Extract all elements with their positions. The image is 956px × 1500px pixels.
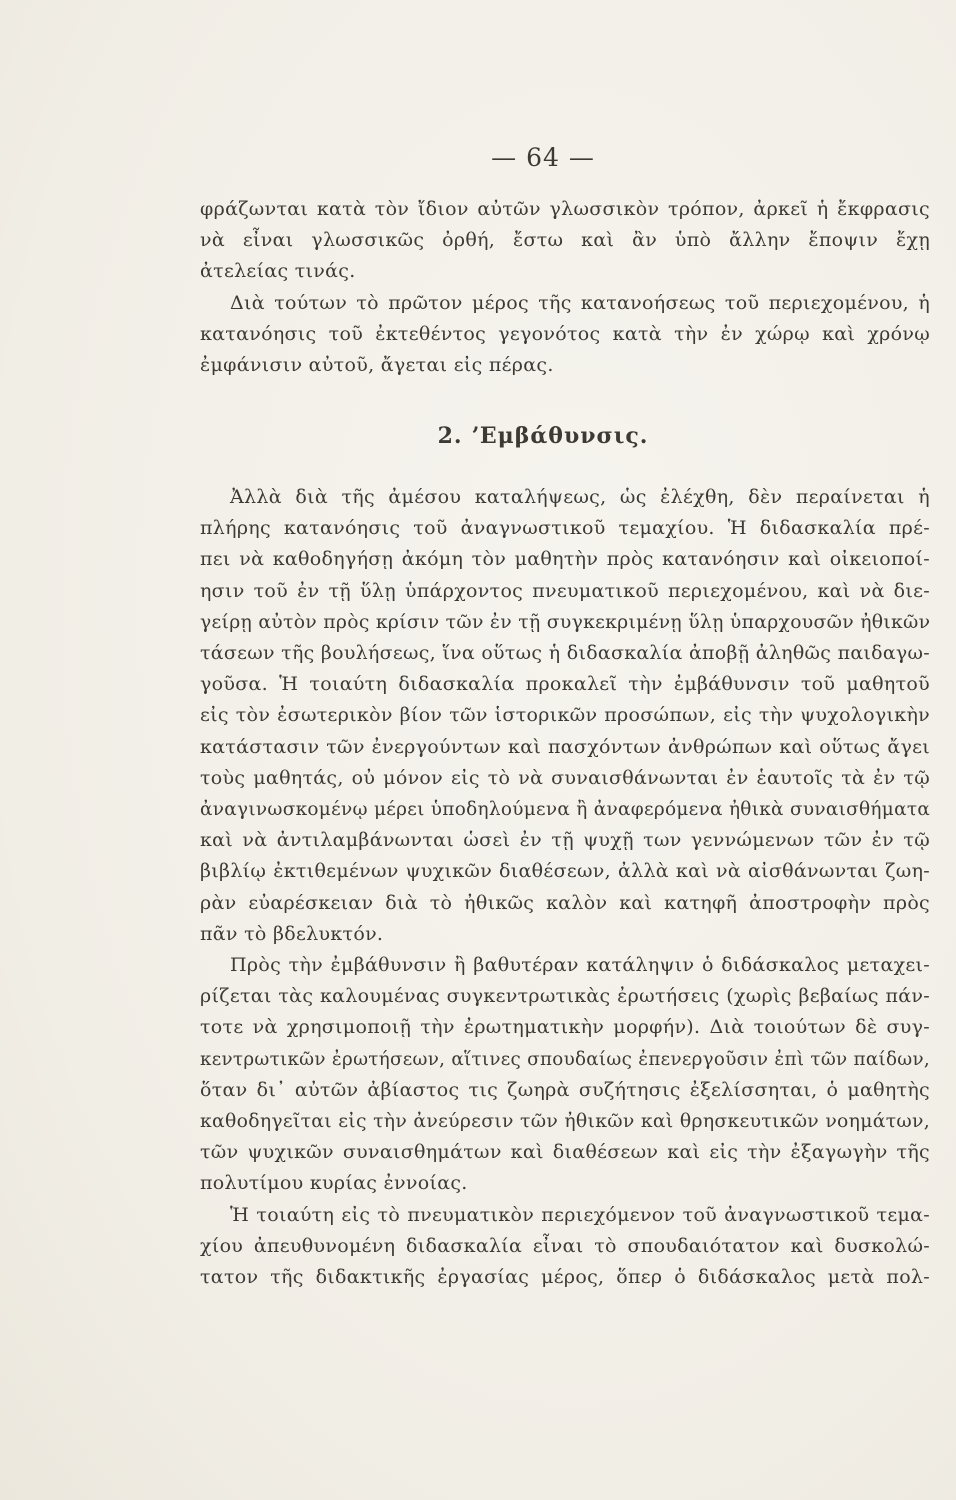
text-line: ἀτελείας τινάς. — [200, 260, 356, 283]
text-line: τατον τῆς διδακτικῆς ἐργασίας μέρος, ὅπερ ὁ διδάσκαλος μετὰ πολ- — [200, 1266, 930, 1289]
text-line: καὶ νὰ ἀντιλαμβάνωνται ὡσεὶ ἐν τῇ ψυχῇ των γεννώμενων τῶν ἐν τῷ — [200, 829, 930, 852]
text-line: Διὰ τούτων τὸ πρῶτον μέρος τῆς κατανοήσεως τοῦ περιεχομένου, ἡ — [230, 291, 930, 314]
text-line: κατανόησις τοῦ ἐκτεθέντος γεγονότος κατὰ τὴν ἐν χώρῳ καὶ χρόνῳ — [200, 322, 930, 345]
text-line: ησιν τοῦ ἐν τῇ ὕλῃ ὑπάρχοντος πνευματικοῦ περιεχομένου, καὶ νὰ διε- — [200, 579, 930, 602]
text-line: πᾶν τὸ βδελυκτόν. — [200, 922, 384, 945]
text-line: τῶν ψυχικῶν συναισθημάτων καὶ διαθέσεων καὶ εἰς τὴν ἐξαγωγὴν τῆς — [200, 1141, 930, 1164]
text-line: Πρὸς τὴν ἐμβάθυνσιν ἢ βαθυτέραν κατάληψιν ὁ διδάσκαλος μεταχει- — [230, 954, 930, 977]
text-line: ρὰν εὐαρέσκειαν διὰ τὸ ἠθικῶς καλὸν καὶ κατηφῆ ἀποστροφὴν πρὸς — [200, 891, 930, 914]
text-line: κεντρωτικῶν ἐρωτήσεων, αἵτινες σπουδαίως ἐπενεργοῦσιν ἐπὶ τῶν παίδων, — [200, 1048, 931, 1070]
section-heading: 2. ʼΕμβάθυνσις. — [437, 423, 649, 449]
text-line: πει νὰ καθοδηγήσῃ ἀκόμη τὸν μαθητὴν πρὸς κατανόησιν καὶ οἰκειοποί- — [200, 548, 930, 571]
text-line: βιβλίῳ ἐκτιθεμένων ψυχικῶν διαθέσεων, ἀλλὰ καὶ νὰ αἰσθάνωνται ζωη- — [200, 860, 930, 883]
text-line: φράζωνται κατὰ τὸν ἴδιον αὐτῶν γλωσσικὸν τρόπον, ἀρκεῖ ἡ ἔκφρασις — [200, 198, 930, 220]
text-line: κατάστασιν τῶν ἐνεργούντων καὶ πασχόντων ἀνθρώπων καὶ οὕτως ἄγει — [200, 735, 930, 758]
text-line: τάσεων τῆς βουλήσεως, ἵνα οὕτως ἡ διδασκαλία ἀποβῇ ἀληθῶς παιδαγω- — [200, 642, 930, 665]
page-number: — 64 — — [491, 143, 595, 172]
text-line: νὰ εἶναι γλωσσικῶς ὀρθή, ἔστω καὶ ἂν ὑπὸ ἄλλην ἔποψιν ἔχῃ — [200, 229, 930, 252]
text-line: Ἀλλὰ διὰ τῆς ἀμέσου καταλήψεως, ὡς ἐλέχθη, δὲν περαίνεται ἡ — [230, 486, 930, 508]
text-line: πολυτίμου κυρίας ἐννοίας. — [200, 1172, 468, 1195]
text-line: ὅταν δι᾽ αὐτῶν ἀβίαστος τις ζωηρὰ συζήτησις ἐξελίσσηται, ὁ μαθητὴς — [200, 1078, 930, 1101]
text-line: εἰς τὸν ἐσωτερικὸν βίον τῶν ἱστορικῶν προσώπων, εἰς τὴν ψυχολογικὴν — [200, 704, 930, 727]
text-line: πλήρης κατανόησις τοῦ ἀναγνωστικοῦ τεμαχίου. Ἡ διδασκαλία πρέ- — [200, 517, 930, 540]
text-before-heading — [200, 194, 930, 381]
text-after-heading — [200, 482, 930, 1293]
text-line: καθοδηγεῖται εἰς τὴν ἀνεύρεσιν τῶν ἠθικῶν καὶ θρησκευτικῶν νοημάτων, — [200, 1111, 930, 1133]
text-line: Ἡ τοιαύτη εἰς τὸ πνευματικὸν περιεχόμενον τοῦ ἀναγνωστικοῦ τεμα- — [230, 1203, 930, 1226]
text-line: χίου ἀπευθυνομένη διδασκαλία εἶναι τὸ σπουδαιότατον καὶ δυσκολώ- — [200, 1234, 930, 1257]
text-line: γοῦσα. Ἡ τοιαύτη διδασκαλία προκαλεῖ τὴν ἐμβάθυνσιν τοῦ μαθητοῦ — [200, 673, 930, 696]
text-line: ρίζεται τὰς καλουμένας συγκεντρωτικὰς ἐρωτήσεις (χωρὶς βεβαίως πάν- — [200, 985, 930, 1008]
text-line: ἐμφάνισιν αὐτοῦ, ἄγεται εἰς πέρας. — [200, 354, 554, 377]
text-line: ἀναγινωσκομένῳ μέρει ὑποδηλούμενα ἢ ἀναφερόμενα ἠθικὰ συναισθήματα — [200, 799, 931, 821]
text-line: γείρῃ αὐτὸν πρὸς κρίσιν τῶν ἐν τῇ συγκεκριμένῃ ὕλῃ ὑπαρχουσῶν ἠθικῶν — [200, 611, 931, 633]
text-line: τοὺς μαθητάς, οὐ μόνον εἰς τὸ νὰ συναισθάνωνται ἐν ἑαυτοῖς τὰ ἐν τῷ — [200, 766, 930, 789]
text-line: τοτε νὰ χρησιμοποιῇ τὴν ἐρωτηματικὴν μορφήν). Διὰ τοιούτων δὲ συγ- — [200, 1016, 930, 1039]
